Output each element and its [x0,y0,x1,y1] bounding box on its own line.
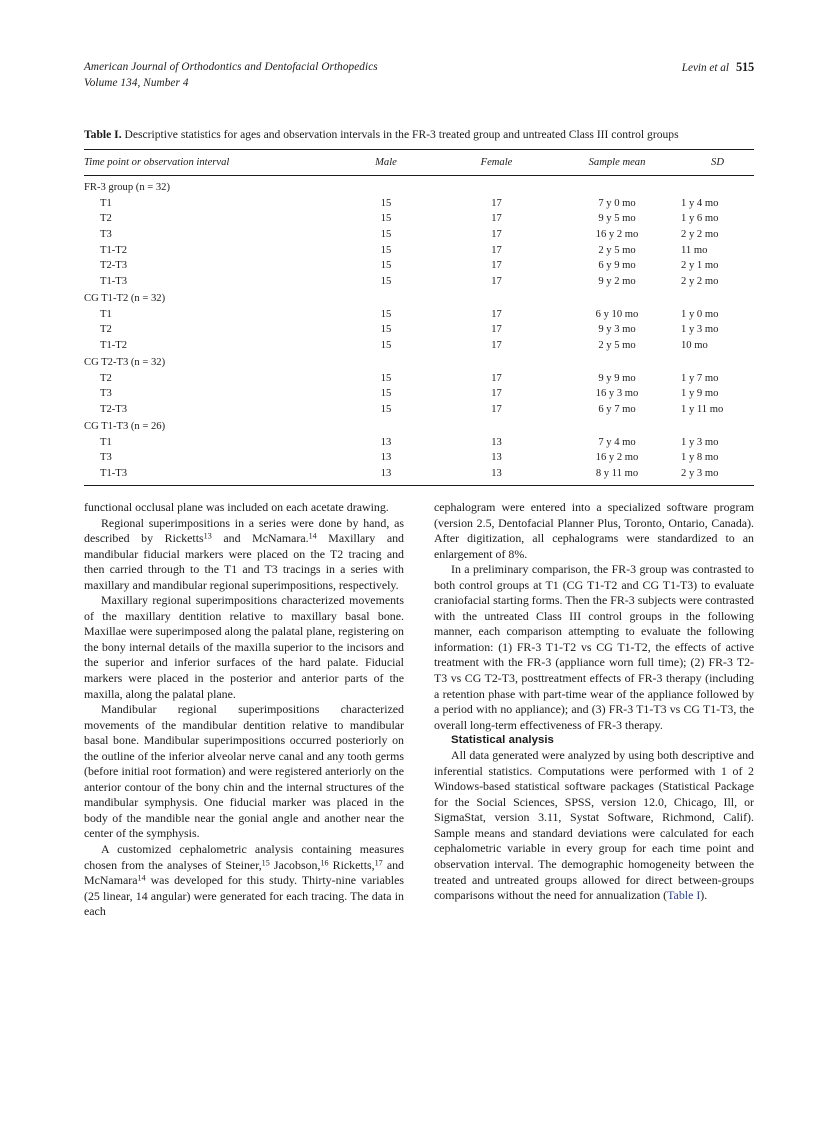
table-row [84,273,754,289]
cell-male [332,353,440,370]
cell-sample-mean [553,176,681,196]
cell-sd: 1 y 3 mo [681,436,719,448]
cell-male [332,176,440,196]
cell-sd: 1 y 6 mo [681,213,719,225]
cell-male: 15 [380,403,392,415]
column-header-timepoint: Time point or observation interval [84,157,230,168]
text-run: and McNamara [84,857,404,888]
cell-female: 17 [491,244,502,256]
cell-timepoint: T1 [100,436,112,448]
cell-sample-mean: 2 y 5 mo [598,339,636,351]
table-header-row [84,150,754,176]
cell-timepoint: T1-T3 [100,275,128,287]
cell-sample-mean: 9 y 5 mo [598,213,636,225]
cell-male: 15 [380,260,392,272]
cell-sample-mean: 9 y 9 mo [598,372,636,384]
table-row [84,402,754,418]
cell-male: 15 [380,275,392,287]
paragraph-cephalometric-analysis [84,842,404,920]
cell-male: 15 [380,324,392,336]
citation-ref-13[interactable]: 13 [203,531,212,541]
paragraph-preliminary-comparison: In a preliminary comparison, the FR-3 group was contrasted to both control groups at T1 (CG T1-T2 and CG T1-T3) to evaluate craniofacial starting forms. Then the FR-3 subjects were contrasted with the untreated Class III control groups in the following manner, each comparison attempting to evaluate the following information: (1) FR-3 T1-T2 vs CG T1-T2, the effects of active treatment with the FR-3 (appliance worn full time); (2) FR-3 T2-T3 vs CG T2-T3, posttreatment effects of FR-3 therapy (including a retention phase with part-time wear of the appliance followed by a period with no appliance); and (3) FR-3 T1-T3 vs CG T1-T3, the overall long-term effectiveness of FR-3 therapy. [434,562,754,732]
page-number: 515 [736,60,754,74]
table-row [84,242,754,258]
cell-sample-mean: 8 y 11 mo [595,468,639,480]
cell-female: 17 [491,228,502,240]
table-row [84,371,754,387]
cell-sd: 2 y 3 mo [681,468,719,480]
citation-ref-16[interactable]: 16 [320,857,329,867]
citation-ref-17[interactable]: 17 [374,857,383,867]
cell-sd: 2 y 1 mo [681,260,719,272]
text-run: ). [700,888,708,903]
table-body [84,176,754,486]
cell-sample-mean [553,417,681,434]
cell-timepoint: T1-T3 [100,468,128,480]
cell-timepoint: T3 [100,228,112,240]
cell-timepoint: T2 [100,213,112,225]
cell-male: 13 [380,436,392,448]
cell-sample-mean [553,353,681,370]
running-head-right [682,60,754,77]
cell-timepoint: T2 [100,372,112,384]
cell-sample-mean: 7 y 4 mo [598,436,636,448]
cell-timepoint: T3 [100,388,112,400]
cell-male: 13 [380,468,392,480]
cell-sd: 1 y 11 mo [681,403,724,415]
cell-sd [681,289,754,306]
text-run: Regional superimpositions in a series were done by hand, as described by Ricketts [84,515,404,546]
cell-male: 15 [380,308,392,320]
cell-sample-mean: 16 y 2 mo [595,228,639,240]
cell-male: 15 [380,213,392,225]
paragraph-cephalogram-software: cephalogram were entered into a specialized software program (version 2.5, Dentofacial Planner Plus, Toronto, Ontario, Canada). After digitization, all cephalograms were standardized to an enlargement of 8%. [434,500,754,561]
cell-male [332,289,440,306]
cell-male: 15 [380,197,392,209]
table-number: Table I. [84,128,122,141]
cell-sd [681,176,754,196]
table-caption-text: Descriptive statistics for ages and observation intervals in the FR-3 treated group and untreated Class III control groups [124,128,679,141]
cell-timepoint: T2-T3 [100,403,128,415]
table-row [84,258,754,274]
running-head-left [84,60,378,91]
table-row [84,386,754,402]
table-row [84,196,754,212]
cell-male [332,417,440,434]
text-run: Maxillary and mandibular fiducial markers were placed on the T2 tracing and then carried through to the T1 and T3 tracings in a series with maxillary and mandibular regional superimpositions, respectively. [84,531,404,592]
table-row [84,211,754,227]
text-run: Ricketts, [328,857,375,872]
cell-sd: 10 mo [681,339,708,351]
cell-timepoint: T1 [100,197,112,209]
cell-timepoint: T1 [100,308,112,320]
citation-ref-14[interactable]: 14 [308,531,317,541]
cell-female [440,353,553,370]
cell-timepoint: FR-3 group (n = 32) [84,176,332,196]
cell-sample-mean: 16 y 3 mo [595,388,639,400]
column-header-female: Female [480,157,513,168]
cell-sample-mean: 6 y 7 mo [598,403,636,415]
cell-female: 13 [491,452,502,464]
cell-male: 13 [380,452,392,464]
cell-female: 17 [491,260,502,272]
table-cross-reference-link[interactable]: Table I [667,888,701,903]
paragraph-regional-superimpositions [84,516,404,594]
cell-sample-mean: 6 y 10 mo [595,308,639,320]
cell-female: 17 [491,339,502,351]
cell-sd: 1 y 7 mo [681,372,719,384]
citation-ref-14b[interactable]: 14 [137,873,146,883]
text-run: Jacobson, [269,857,321,872]
cell-female: 17 [491,275,502,287]
table-rule-bottom [84,485,754,486]
column-header-male: Male [375,157,397,168]
cell-female [440,289,553,306]
cell-sd: 1 y 0 mo [681,308,719,320]
paragraph-statistical-methods [434,748,754,903]
cell-female: 17 [491,388,502,400]
cell-sample-mean: 16 y 2 mo [595,452,639,464]
column-header-sd: SD [711,157,724,168]
table-group-row [84,353,754,370]
table-row [84,466,754,485]
cell-sd: 11 mo [681,244,708,256]
table-caption [84,127,754,143]
running-head [84,60,754,94]
cell-sd [681,417,754,434]
cell-timepoint: CG T1-T2 (n = 32) [84,293,166,305]
cell-female: 17 [491,213,502,225]
table-1 [84,127,754,486]
text-run: A customized cephalometric analysis containing measures chosen from the analyses of Steiner, [84,842,404,872]
cell-female: 17 [491,372,502,384]
author-running-head: Levin et al [681,62,729,74]
cell-sample-mean: 9 y 2 mo [598,275,636,287]
table-row [84,338,754,354]
cell-timepoint: T1-T2 [100,339,128,351]
cell-sd: 2 y 2 mo [681,228,719,240]
cell-female [440,417,553,434]
cell-sd: 1 y 9 mo [681,388,719,400]
cell-sd: 2 y 2 mo [681,275,719,287]
cell-female: 17 [491,403,502,415]
table-row [84,435,754,451]
cell-female: 13 [491,468,502,480]
cell-male: 15 [380,244,392,256]
volume-issue: Volume 134, Number 4 [84,76,189,89]
paragraph-maxillary: Maxillary regional superimpositions characterized movements of the maxillary dentition relative to maxillary basal bone. Maxillae were superimposed along the palatal plane, registering on the bony internal details of the maxilla superior to the incisors and the superior and inferior surfaces of the hard palate. Fiducial markers were placed in the posterior and anterior parts of the maxilla, along the palatal plane. [84,593,404,701]
cell-female: 17 [491,197,502,209]
cell-female: 13 [491,436,502,448]
cell-sample-mean: 7 y 0 mo [598,197,636,209]
section-heading-statistical-analysis: Statistical analysis [451,734,554,747]
cell-timepoint: CG T2-T3 (n = 32) [84,357,166,369]
cell-sample-mean: 9 y 3 mo [598,324,636,336]
cell-sd: 1 y 3 mo [681,324,719,336]
table-group-row [84,176,754,196]
table-group-row [84,417,754,434]
body-columns [84,500,754,1060]
paragraph-mandibular: Mandibular regional superimpositions characterized movements of the mandibular dentition relative to mandibular basal bone. Mandibular superimpositions occurred posteriorly on the outline of the inferior alveolar nerve canal and any tooth germs (before initial root formation) and were registered anteriorly on the anterior contour of the bony chin and the internal structures of the mandibular symphysis. One fiducial marker was placed in the body of the mandible near the gonial angle and another near the center of the symphysis. [84,702,404,841]
cell-sd: 1 y 8 mo [681,452,719,464]
citation-ref-15[interactable]: 15 [261,857,270,867]
cell-male: 15 [380,372,392,384]
paragraph-continued: functional occlusal plane was included on each acetate drawing. [84,500,389,514]
journal-title: American Journal of Orthodontics and Dentofacial Orthopedics [84,61,378,73]
column-header-sample-mean: Sample mean [588,157,646,168]
table-row [84,306,754,322]
cell-timepoint: CG T1-T3 (n = 26) [84,421,166,433]
text-run: and McNamara. [211,531,309,546]
cell-sd [681,353,754,370]
text-run: All data generated were analyzed by using both descriptive and inferential statistics. Computations were performed with 1 of 2 Windows-based statistical software packages (Statistical Package for the Social Sciences, SPSS, version 12.0, Chicago, Ill, or SigmaStat, version 3.11, Systat Software, Richmond, Calif). Sample means and standard deviations were calculated for each cephalometric variable in every group for each time point and observation interval. The demographic homogeneity between the treated and untreated groups allowed for direct between-groups comparisons without the need for annualization ( [434,748,754,903]
body-column-left [84,500,404,920]
table-1-grid [84,150,754,485]
table-row [84,227,754,243]
cell-timepoint: T3 [100,452,112,464]
table-row [84,322,754,338]
table-row [84,450,754,466]
cell-sample-mean [553,289,681,306]
body-column-right [434,500,754,904]
table-header [84,150,754,176]
cell-timepoint: T2-T3 [100,260,128,272]
cell-sd: 1 y 4 mo [681,197,719,209]
cell-timepoint: T1-T2 [100,244,128,256]
cell-male: 15 [380,388,392,400]
table-group-row [84,289,754,306]
cell-male: 15 [380,228,392,240]
cell-sample-mean: 6 y 9 mo [598,260,636,272]
cell-female [440,176,553,196]
cell-female: 17 [491,308,502,320]
cell-female: 17 [491,324,502,336]
cell-sample-mean: 2 y 5 mo [598,244,636,256]
cell-male: 15 [380,339,392,351]
text-run: was developed for this study. Thirty-nine variables (25 linear, 14 angular) were generated for each tracing. The data in each [84,873,404,919]
cell-timepoint: T2 [100,324,112,336]
